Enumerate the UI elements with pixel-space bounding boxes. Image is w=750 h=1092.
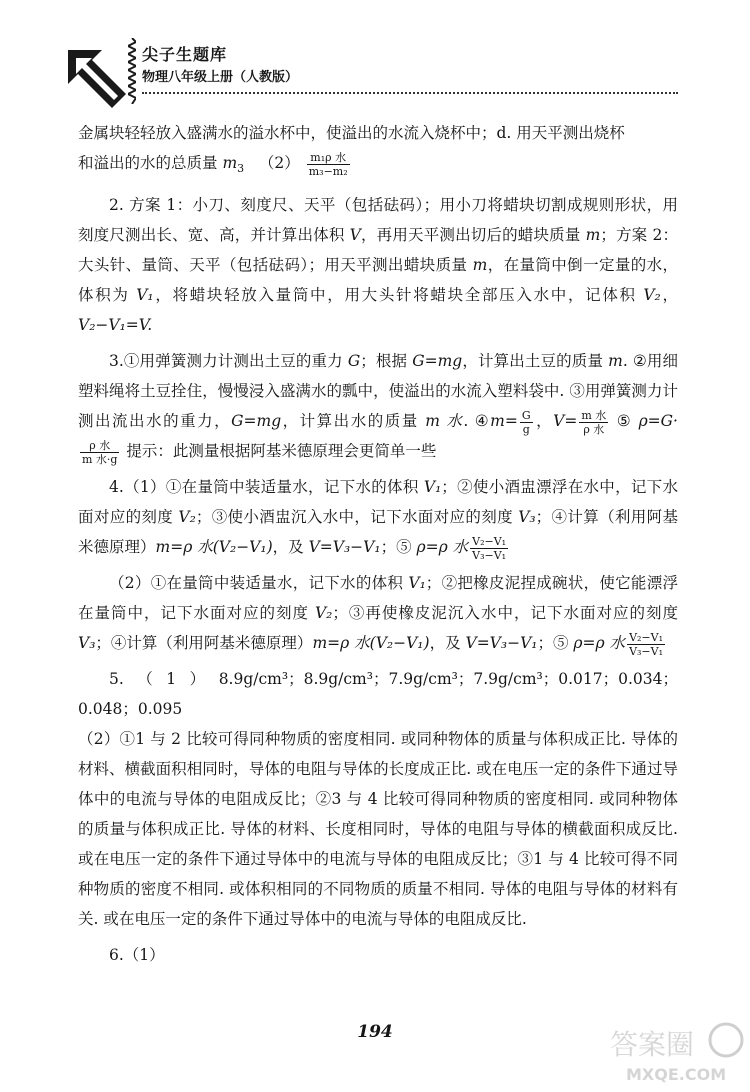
page-number: 194: [357, 1022, 393, 1042]
paragraph-4: 4.（1）①在量筒中装适量水，记下水的体积 V₁；②使小酒盅漂浮在水中，记下水面对应的刻度 V₂；③使小酒盅沉入水中，记下水面对应的刻度 V₃；④计算（利用阿基米德原理）m=ρ 水(V₂−V₁)，及 V=V₃−V₁；⑤ ρ=ρ 水 $\frac{\text{V₂−V₁}}{\text{V₃−V₁}}$: [78, 478, 678, 562]
svg-text:答案圈: 答案圈: [610, 1028, 695, 1061]
header-dotted-rule: [142, 92, 678, 94]
var-m3-sub: 3: [237, 162, 245, 176]
fraction-p1: $\frac{\text{m₁ρ 水}}{\text{m₃−m₂}}$: [308, 150, 348, 178]
fraction-volume: $\frac{\text{m 水}}{\text{ρ 水}}$: [581, 408, 607, 436]
header-zigzag-divider: [128, 38, 136, 104]
var-m3: m: [222, 154, 238, 172]
paragraph-6: 5.（1）8.9g/cm³；8.9g/cm³；7.9g/cm³；7.9g/cm³；0.017；0.034；0.048；0.095 （2）①1 与 2 比较可得同种物质的密度相同. 或同种物体的质量与体积成正比. 导体的材料、横截面积相同时，导体的电阻与导体的长度成正比. 或在电压一定的条件下通过导体中的电流与导体的电阻成反比；②3 与 4 比较可得同种物质的密度相同. 或同种物体的质量与体积成正比. 导体的材料、长度相同时，导体的电阻与导体的横截面积成反比. 或在电压一定的条件下通过导体中的电流与导体的电阻成反比；③1 与 4 比较可得不同种物质的密度不相同. 或体积相同的不同物质的质量不相同. 导体的电阻与导体的材料有关. 或在电压一定的条件下通过导体中的电流与导体的电阻成反比.: [78, 670, 678, 929]
fraction-p4: $\frac{\text{V₂−V₁}}{\text{V₃−V₁}}$: [472, 534, 507, 562]
header-subtitle: 物理八年级上册（人教版）: [142, 70, 299, 85]
fraction-density: $\frac{\text{ρ 水}}{\text{m 水·g}}$: [82, 438, 118, 466]
fraction-p5: $\frac{\text{V₂−V₁}}{\text{V₃−V₁}}$: [629, 630, 663, 658]
paragraph-5: （2）①在量筒中装适量水，记下水的体积 V₁；②把橡皮泥捏成碗状，使它能漂浮在量筒中，记下水面对应的刻度 V₂；③再使橡皮泥沉入水中，记下水面对应的刻度 V₃；④计算（利用阿基米德原理）m=ρ 水(V₂−V₁)，及 V=V₃−V₁；⑤ ρ=ρ 水 $\frac{\text{V₂−V₁}}{\text{V₃−V₁}}$: [78, 574, 678, 658]
paragraph-1: [78, 118, 678, 184]
paragraph-2: 2. 方案 1：小刀、刻度尺、天平（包括砝码）；用小刀将蜡块切割成规则形状，用刻度尺测出长、宽、高，并计算出体积 V，再用天平测出切后的蜡块质量 m；方案 2：大头针、量筒、天平（包括砝码）；用天平测出蜡块质量 m，在量筒中倒一定量的水，体积为 V₁，将蜡块轻放入量筒中，用大头针将蜡块全部压入水中，记体积 V₂，V₂−V₁=V.: [78, 196, 678, 335]
p1-line-2: 和溢出的水的总质量: [78, 154, 223, 172]
watermark-logo: [606, 1020, 746, 1084]
arrow-logo-icon: [64, 46, 130, 112]
svg-text:MXQE.COM: MXQE.COM: [626, 1065, 727, 1084]
p1-line-1: 金属块轻轻放入盛满水的溢水杯中，使溢出的水流入烧杯中；d. 用天平测出烧杯: [78, 124, 625, 142]
paragraph-7: 6.（1）: [109, 946, 165, 965]
paragraph-3: 3.①用弹簧测力计测出土豆的重力 G；根据 G=mg，计算出土豆的质量 m. ②用细塑料绳将土豆拴住，慢慢浸入盛满水的瓢中，使溢出的水流入塑料袋中. ③用弹簧测力计测出流出水的重力，G=mg，计算出水的质量 m 水. ④m= $\frac{G}{g}$ ，V= $\frac{\text{m 水}}{\text{ρ 水}}$ ⑤ ρ=G· $\frac{\text{ρ 水}}{\text{m 水·g}}$ 提示：此测量根据阿基米德原理会更简单一些: [78, 352, 678, 466]
fraction-g: $\frac{G}{g}$: [521, 408, 531, 436]
p1-part-2: （2）: [258, 154, 300, 172]
header-title: 尖子生题库: [142, 45, 228, 64]
answer-content: [78, 118, 678, 970]
